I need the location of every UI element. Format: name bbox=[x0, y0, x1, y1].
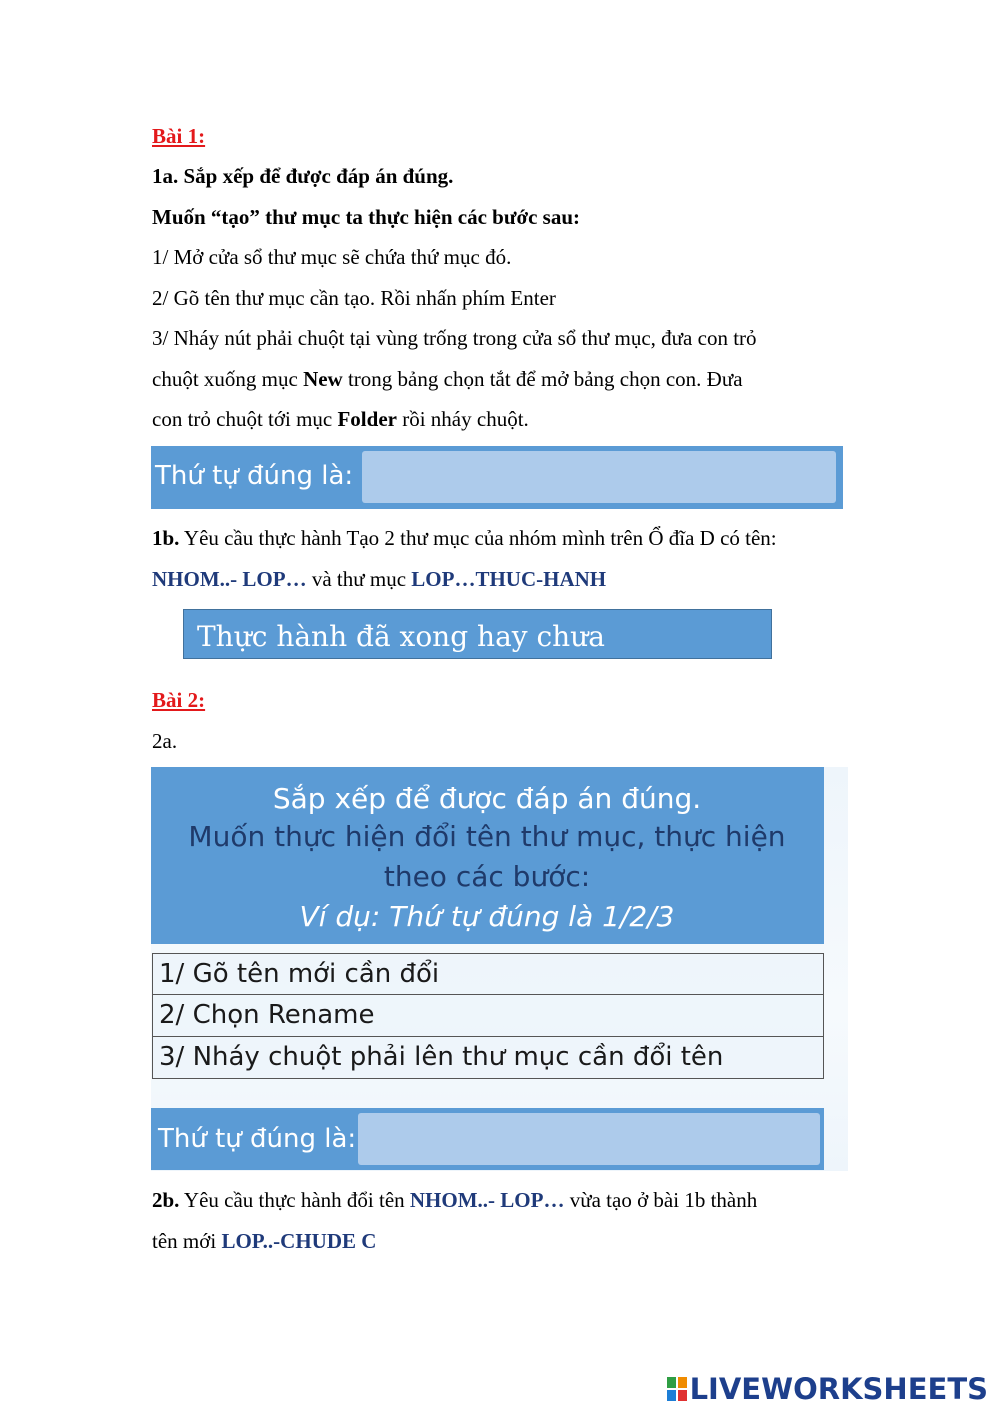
logo-mark-icon bbox=[667, 1377, 687, 1401]
option-3: 3/ Nháy chuột phải lên thư mục cần đổi tên bbox=[152, 1037, 824, 1079]
q2b-text-2: vừa tạo ở bài 1b thành bbox=[564, 1188, 758, 1212]
step-3-line-1: 3/ Nháy nút phải chuột tại vùng trống trong cửa sổ thư mục, đưa con trỏ bbox=[152, 326, 757, 350]
q2b-line-2 bbox=[152, 1227, 376, 1255]
answer-banner-1a bbox=[151, 446, 843, 509]
q2b-folder-name-2: LOP..-CHUDE C bbox=[221, 1229, 377, 1253]
q1b-and: và thư mục bbox=[306, 567, 412, 591]
step-3-line-3 bbox=[152, 405, 529, 433]
q1b-text: Yêu cầu thực hành Tạo 2 thư mục của nhóm mình trên Ổ đĩa D có tên: bbox=[179, 526, 777, 550]
practice-done-text: Thực hành đã xong hay chưa bbox=[197, 620, 605, 653]
q2b-line-2-pre: tên mới bbox=[152, 1229, 222, 1253]
step-1: 1/ Mở cửa sổ thư mục sẽ chứa thứ mục đó. bbox=[152, 245, 512, 269]
q1b-folder-name-1: NHOM..- LOP… bbox=[152, 567, 307, 591]
q1a-instruction: Muốn “tạo” thư mục ta thực hiện các bước sau: bbox=[152, 205, 581, 229]
q1b-line-1 bbox=[152, 524, 777, 552]
answer-label-1a: Thứ tự đúng là: bbox=[155, 461, 354, 491]
q2a-title-3: theo các bước: bbox=[383, 860, 591, 893]
step-3-folder-keyword: Folder bbox=[337, 407, 397, 431]
step-3-new-keyword: New bbox=[303, 367, 343, 391]
logo-text: LIVEWORKSHEETS bbox=[689, 1372, 988, 1406]
bai2-heading: Bài 2: bbox=[152, 688, 206, 712]
option-1: 1/ Gõ tên mới cần đổi bbox=[152, 953, 824, 995]
q2a-label: 2a. bbox=[152, 729, 178, 753]
q1b-label: 1b. bbox=[152, 526, 180, 550]
answer-banner-2a bbox=[151, 1108, 824, 1170]
q2a-question-box bbox=[151, 767, 824, 944]
q2a-example: Ví dụ: Thứ tự đúng là 1/2/3 bbox=[299, 900, 675, 933]
step-3-line-2-pre: chuột xuống mục bbox=[152, 367, 304, 391]
answer-input-1a[interactable] bbox=[362, 451, 836, 503]
answer-input-2a[interactable] bbox=[358, 1113, 820, 1165]
q2b-label: 2b. bbox=[152, 1188, 180, 1212]
q1a-title: 1a. Sắp xếp để được đáp án đúng. bbox=[152, 164, 454, 188]
step-3-line-2-post: trong bảng chọn tắt để mở bảng chọn con. Đưa bbox=[342, 367, 743, 391]
q2b-line-1 bbox=[152, 1186, 757, 1214]
answer-label-2a: Thứ tự đúng là: bbox=[158, 1124, 357, 1154]
bai1-heading: Bài 1: bbox=[152, 124, 206, 148]
q2b-folder-name-1: NHOM..- LOP… bbox=[409, 1188, 565, 1212]
q1b-line-2 bbox=[152, 565, 606, 593]
q2a-title-2: Muốn thực hiện đổi tên thư mục, thực hiện bbox=[188, 820, 786, 853]
step-3-line-3-post: rồi nháy chuột. bbox=[396, 407, 529, 431]
q2a-title-1: Sắp xếp để được đáp án đúng. bbox=[272, 782, 702, 815]
step-2: 2/ Gõ tên thư mục cần tạo. Rồi nhấn phím Enter bbox=[152, 286, 556, 310]
q2b-text: Yêu cầu thực hành đổi tên bbox=[179, 1188, 410, 1212]
q2a-options bbox=[152, 953, 824, 1079]
option-2: 2/ Chọn Rename bbox=[152, 995, 824, 1037]
step-3-line-2 bbox=[152, 365, 743, 393]
step-3-line-3-pre: con trỏ chuột tới mục bbox=[152, 407, 338, 431]
liveworksheets-logo bbox=[667, 1372, 988, 1406]
q1b-folder-name-2: LOP…THUC-HANH bbox=[411, 567, 607, 591]
practice-done-select[interactable] bbox=[183, 609, 772, 659]
